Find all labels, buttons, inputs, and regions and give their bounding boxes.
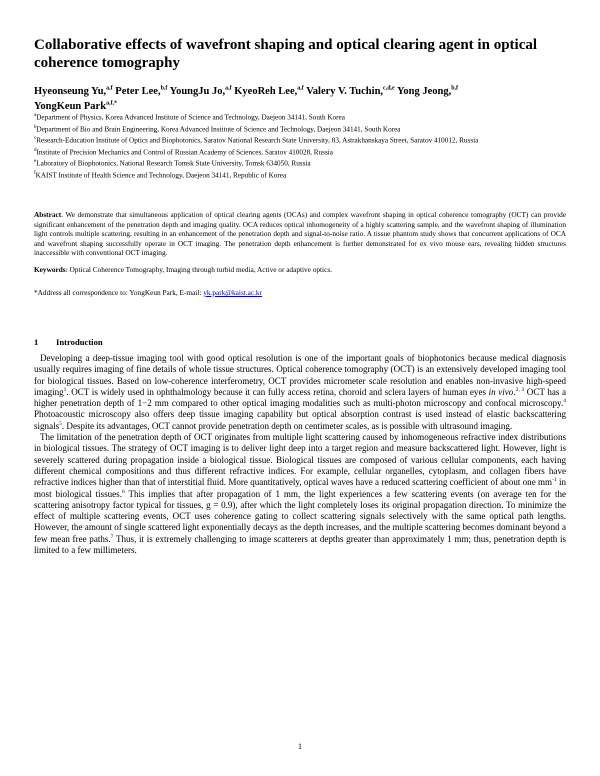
author: Hyeonseung Yu,$^{a,f}$: [34, 85, 113, 97]
affiliations: [34, 111, 574, 181]
correspondence: *Address all correspondence to: YongKeun Park, E-mail: yk.park@kaist.ac.kr: [34, 288, 263, 297]
author-list: [34, 82, 574, 113]
paragraph: The limitation of the penetration depth of OCT originates from multiple light scattering caused by inhomogeneous refractive index distributions in biological tissues. The strategy of OCT imaging is to deliver light deep into a target region and measure backscattered light. However, light is severely scattered during propagation inside a biological tissue. Biological tissues are composed of various cellular components, each having different chemical compositions and thus different refractive indices. For example, cellular organelles, cytoplasm, and collagen fibers have refractive indices higher than that of interstitial fluid. More quantitatively, optical waves have a reduced scattering coefficient of about one $mm^{-1}$ in most biological tissues.$^6$ This implies that after propagation of 1 mm, the light experiences a few scattering events (on average ten for the scattering anisotropy factor typical for tissues, g = 0.9), after which the light completely loses its original propagation direction. To minimize the effect of multiple scattering events, OCT uses coherence gating to collect scattering signals selectively with the same optical path lengths. However, the amount of single scattered light exponentially decays as the depth increases, and the multiple scattering becomes dominant beyond a few mean free paths.$^7$ Thus, it is extremely challenging to image scatterers at depths greater than approximately 1 mm; thus, penetration depth is limited to a few millimeters.: [34, 432, 567, 556]
affiliation: $^b$Department of Bio and Brain Engineering, Korea Advanced Institute of Science and Technology, Daejeon 34141, South Korea: [34, 124, 401, 133]
author: YongKeun Park$^{a,f,*}$: [34, 100, 118, 112]
author: Peter Lee,$^{b,f}$: [115, 85, 168, 97]
affiliation: $^c$Research-Education Institute of Optics and Biophotonics, Saratov National Research State University, 83, Astrakhanskaya Street, Saratov 410012, Russia: [34, 136, 479, 145]
author: Yong Jeong,$^{b,f}$: [396, 85, 459, 97]
affiliation: $^a$Department of Physics, Korea Advanced Institute of Science and Technology, Daejeon 34141, South Korea: [34, 113, 345, 122]
page-number: 1: [298, 742, 302, 751]
author: YoungJu Jo,$^{a,f}$: [169, 85, 232, 97]
section-heading: [34, 337, 566, 348]
affiliation: $^d$Institute of Precision Mechanics and Control of Russian Academy of Sciences, Saratov 410028, Russia: [34, 147, 333, 157]
affiliation: $^e$Laboratory of Biophotonics, National Research Tomsk State University, Tomsk 634050, Russia: [34, 159, 311, 168]
keywords: [34, 265, 566, 275]
section-title: Introduction: [56, 337, 103, 347]
abstract: [34, 210, 566, 258]
author: KyeoReh Lee,$^{a,f}$: [234, 85, 304, 97]
keywords-label: Keywords: [34, 265, 66, 274]
paragraph: Developing a deep-tissue imaging tool with good optical resolution is one of the important goals of biophotonics because medical diagnosis usually requires imaging of fine details of whole tissue structures. Optical coherence tomography (OCT) is an extensively developed imaging tool for biological tissues. Based on low-coherence interferometry, OCT provides micrometer scale resolution and enables non-invasive high-speed imaging$^1$. OCT is widely used in ophthalmology because it can fully access retina, choroid and sclera layers of human eyes in vivo.$^{2, 3}$ OCT has a higher penetration depth of 1−2 mm compared to other optical imaging modalities such as multi-photon microscopy and confocal microscopy.$^4$ Photoacoustic microscopy also offers deep tissue imaging capability but optical absorption contrast is used instead of elastic backscattering signals$^5$. Despite its advantages, OCT cannot provide penetration depth on centimeter scales, as is possible with ultrasound imaging.: [34, 353, 567, 431]
email-link[interactable]: yk.park@kaist.ac.kr: [203, 288, 263, 297]
paper-title: Collaborative effects of wavefront shaping and optical clearing agent in optical coherence tomography: [34, 37, 538, 71]
body-text: [34, 353, 566, 556]
affiliation: $^f$KAIST Institute of Health Science and Technology, Daejeon 34141, Republic of Korea: [34, 170, 287, 180]
abstract-label: Abstract: [34, 210, 62, 219]
section-number: 1: [34, 337, 39, 347]
keywords-text: : Optical Coherence Tomography, Imaging through turbid media, Active or adaptive optics.: [65, 265, 332, 274]
abstract-text: . We demonstrate that simultaneous application of optical clearing agents (OCAs) and complex wavefront shaping in optical coherence tomography (OCT) can provide significant enhancement of the penetration depth and imaging quality. OCA reduces optical inhomogeneity of a highly scattering sample, and the wavefront shaping of illumination light controls multiple scattering, resulting in an enhancement of the penetration depth and signal-to-noise ratio. A tissue phantom study shows that concurrent applications of OCA and wavefront shaping successfully operate in OCT imaging. The penetration depth enhancement is further demonstrated for ex vivo mouse ears, revealing hidden structures inaccessible with conventional OCT imaging.: [34, 210, 566, 258]
author: Valery V. Tuchin,$^{c,d,e}$: [306, 85, 395, 97]
